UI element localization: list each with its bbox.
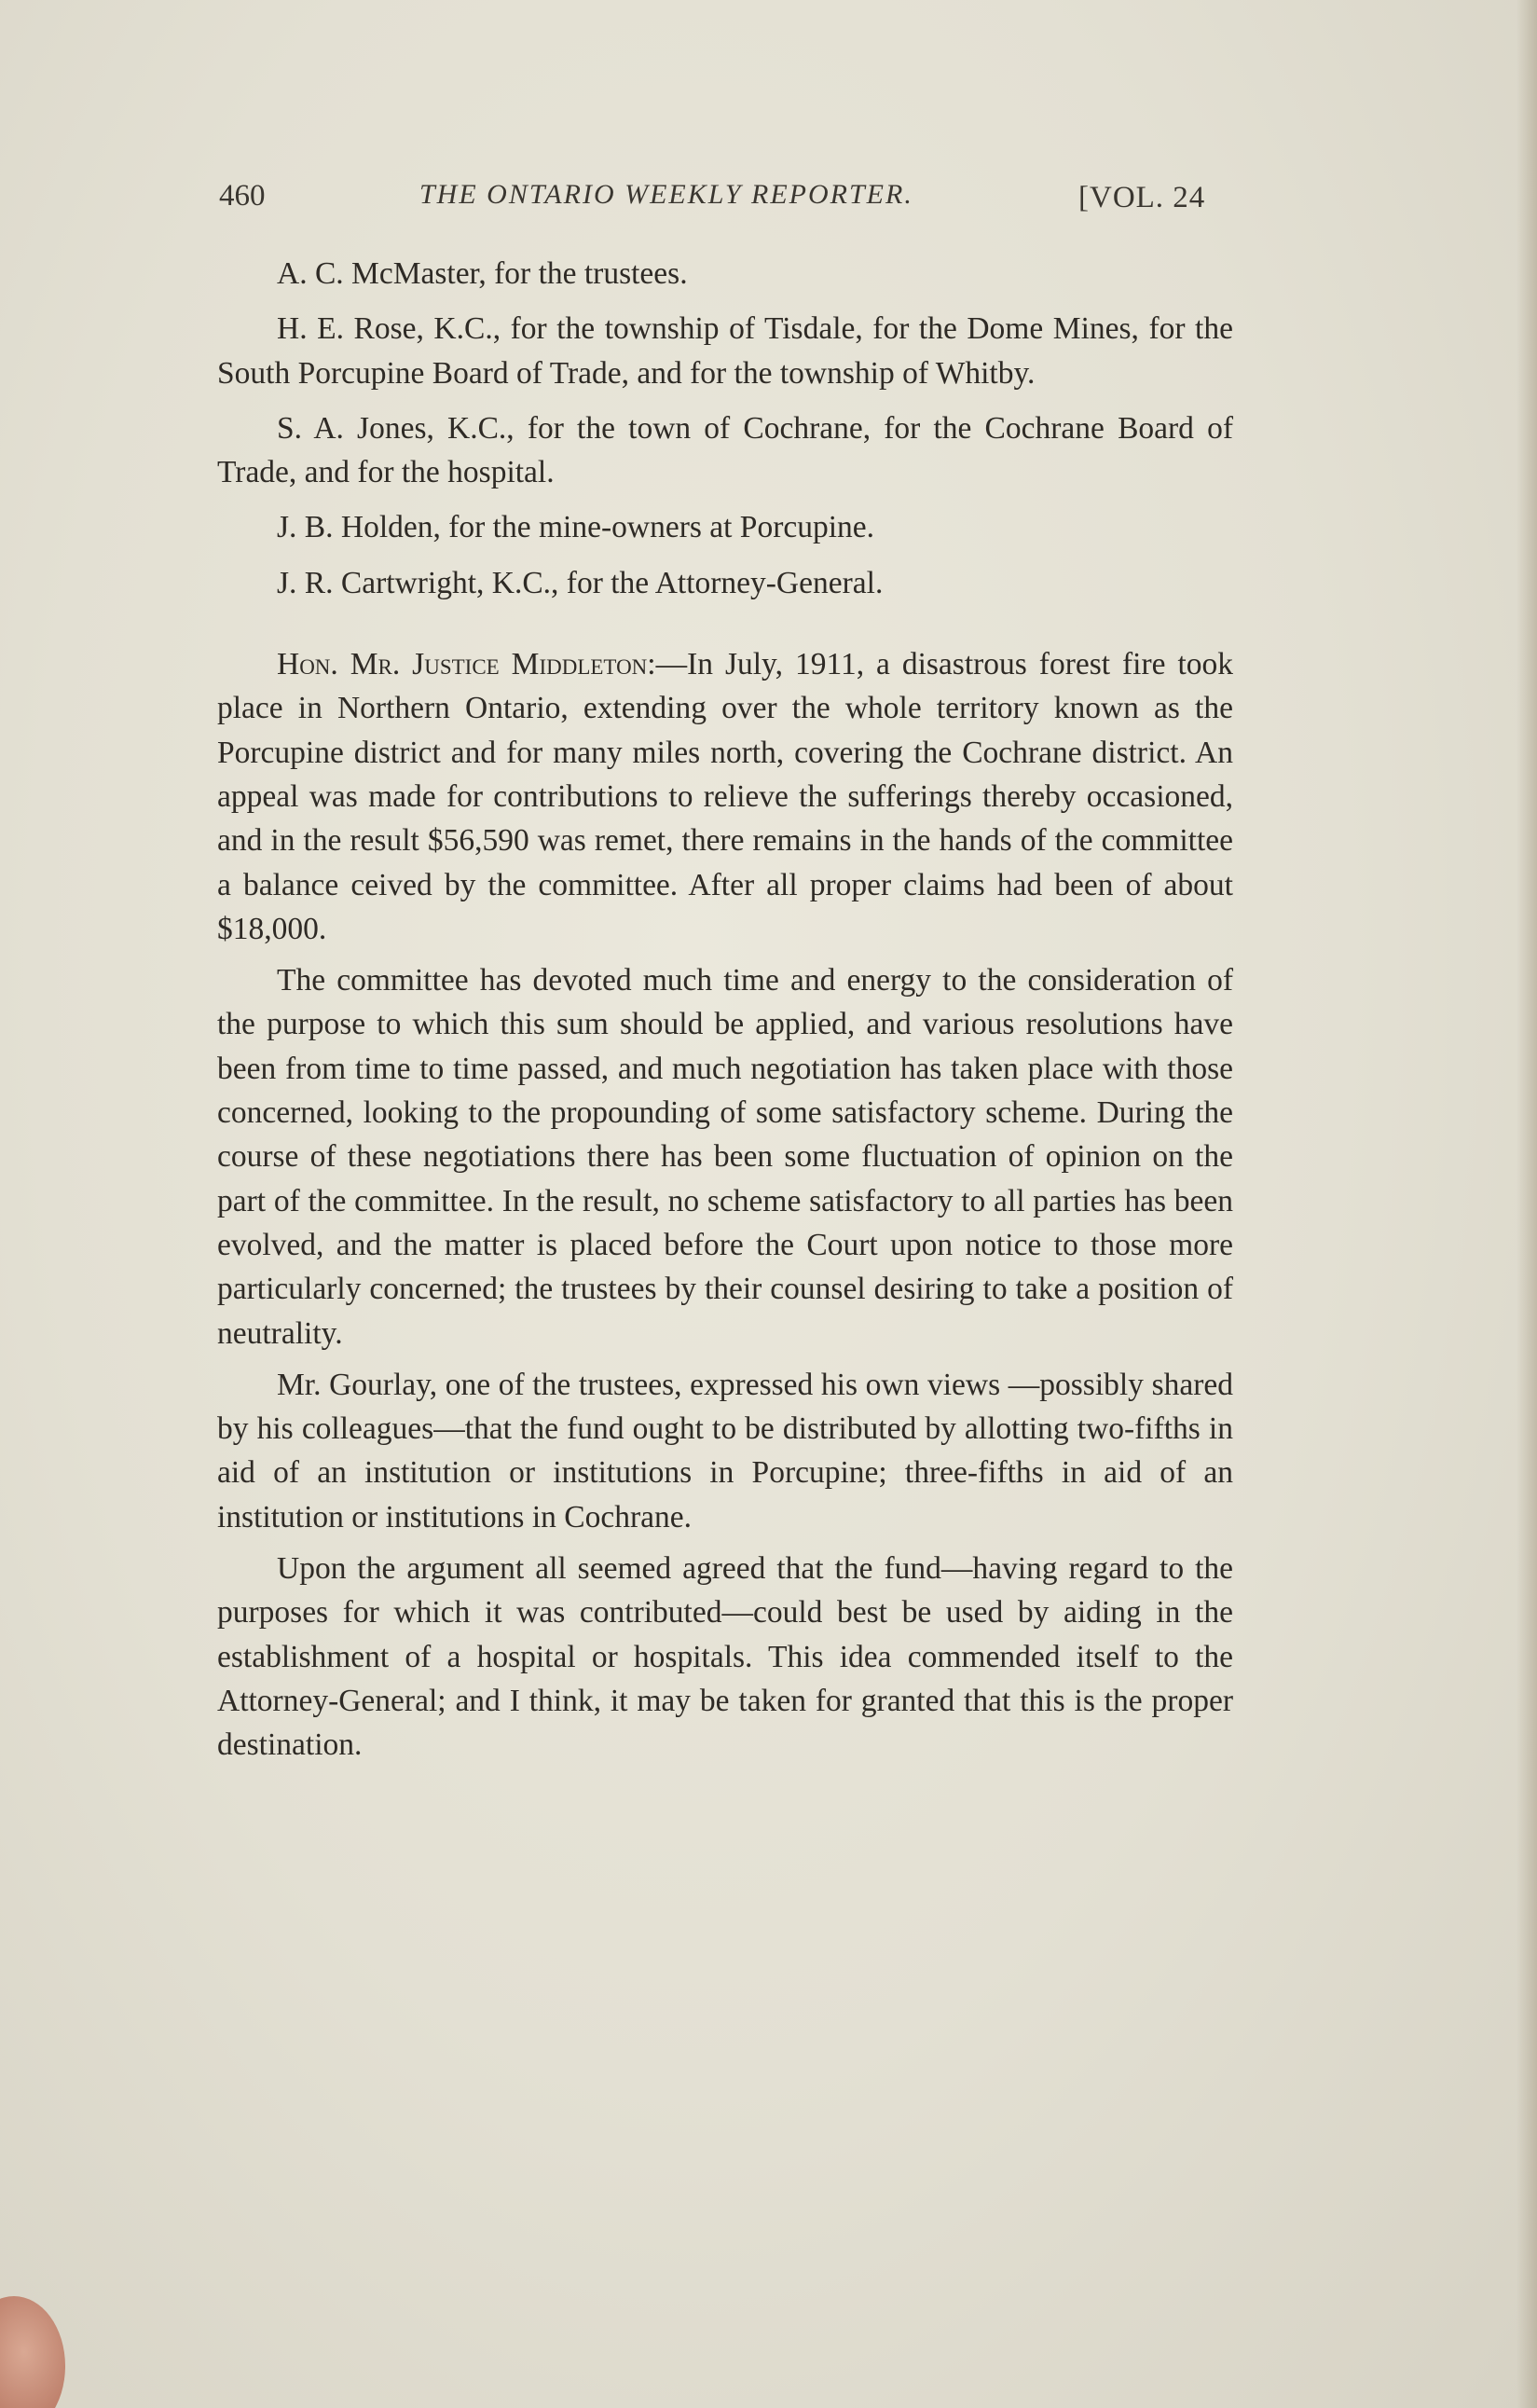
page-number: 460 xyxy=(219,179,266,213)
running-title: THE ONTARIO WEEKLY REPORTER. xyxy=(419,179,913,210)
body-paragraph: Upon the argument all seemed agreed that the fund—having regard to the purposes for which it was contributed—could best be used by aiding in the establishment of a hospital or hospitals. This idea commended itself to the Attorney-General; and I think, it may be taken for granted that this is the proper destination. xyxy=(217,1551,1233,1763)
judge-name: Hon. Mr. Justice Middleton xyxy=(277,647,648,682)
page-body xyxy=(217,252,1233,1775)
volume-number: [VOL. 24 xyxy=(1078,181,1206,214)
counsel-line: J. B. Holden, for the mine-owners at Porcupine. xyxy=(277,510,875,545)
body-paragraph: The committee has devoted much time and energy to the consideration of the purpose to which this sum should be applied, and various resolutions have been from time to time passed, and much negotiation has taken place with those concerned, looking to the propounding of some satisfactory scheme. During the course of these negotiations there has been some fluctuation of opinion on the part of the committee. In the result, no scheme satisfactory to all parties has been evolved, and the matter is placed before the Court upon notice to those more particularly concerned; the trustees by their counsel desiring to take a position of neutrality. xyxy=(217,963,1233,1351)
thumb-in-corner xyxy=(0,2296,65,2408)
counsel-line: A. C. McMaster, for the trustees. xyxy=(277,256,688,291)
running-header xyxy=(219,179,1244,226)
body-paragraph: Mr. Gourlay, one of the trustees, expressed his own views —possibly shared by his colleagues—that the fund ought to be distributed by allotting two-fifths in aid of an institution or institutions in Porcupine; three-fifths in aid of an institution or institutions in Cochrane. xyxy=(217,1367,1233,1534)
page-edge-shadow xyxy=(1516,0,1537,2408)
judgment-opening-text: :—In July, 1911, a disastrous forest fire took place in Northern Ontario, extending over the whole territory known as the Porcupine district and for many miles north, covering the Cochrane district. An appeal was made for contributions to relieve the sufferings thereby occasioned, and in the result $56,590 was remet, there remains in the hands of the committee a balance ceived by the committee. After all proper claims had been of about $18,000. xyxy=(217,647,1234,946)
counsel-line: S. A. Jones, K.C., for the town of Cochrane, for the Cochrane Board of Trade, and for the hospital. xyxy=(217,410,1233,490)
counsel-line: J. R. Cartwright, K.C., for the Attorney-General. xyxy=(277,565,884,600)
counsel-line: H. E. Rose, K.C., for the township of Tisdale, for the Dome Mines, for the South Porcupine Board of Trade, and for the township of Whitby. xyxy=(217,311,1233,391)
judgment-opening-paragraph xyxy=(217,642,1233,951)
